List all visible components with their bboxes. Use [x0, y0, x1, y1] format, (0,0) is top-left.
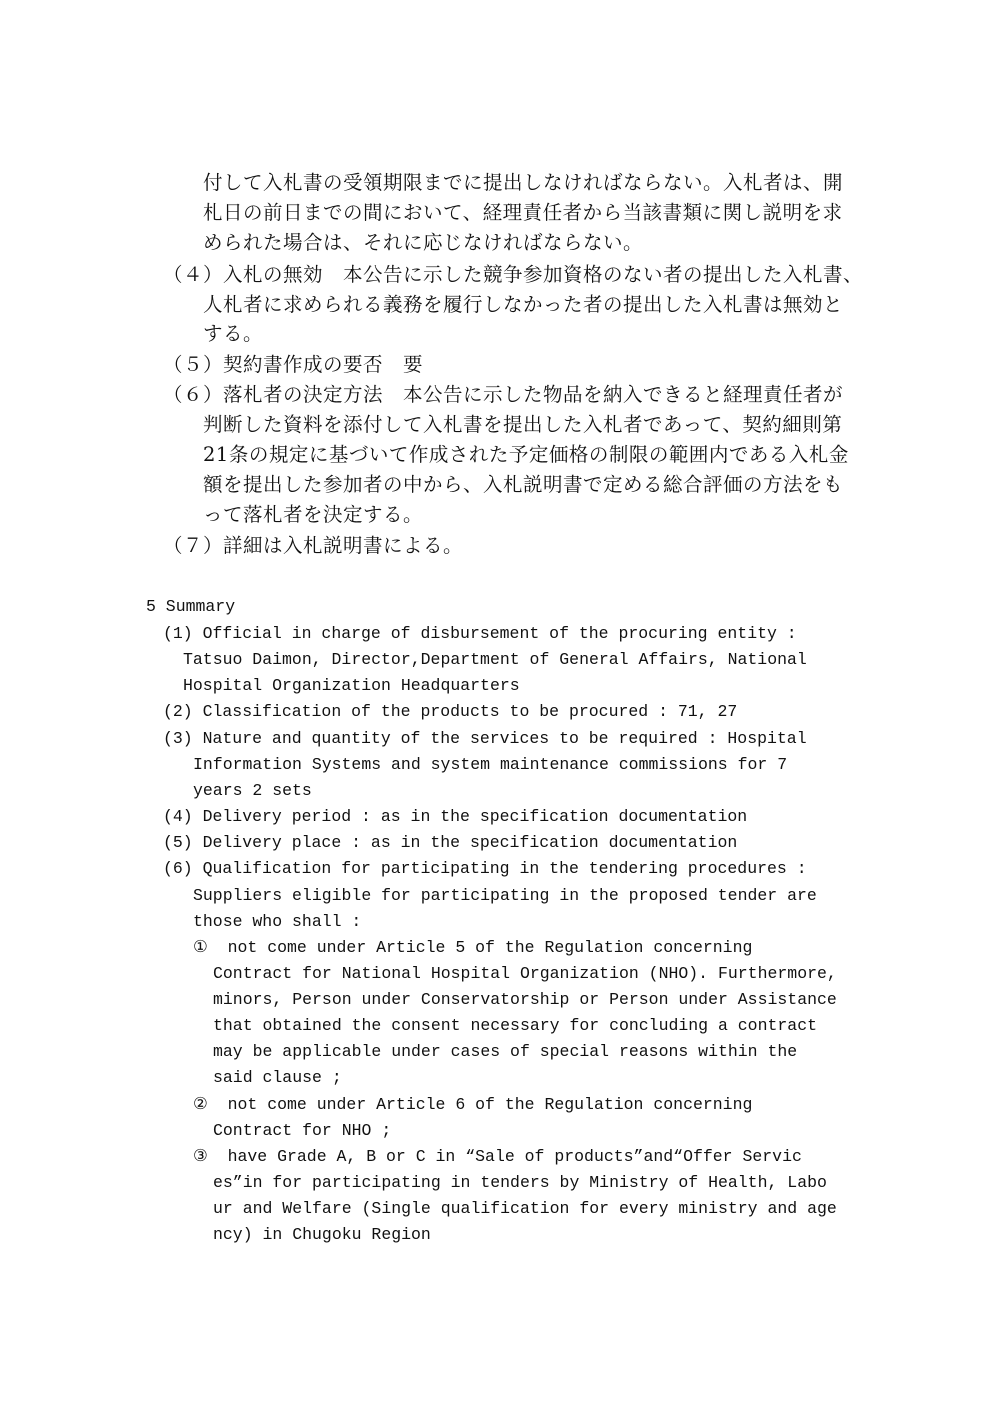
summary-item2-line: (2) Classification of the products to be procured : 71, 27	[163, 702, 738, 721]
qualification-1-line: that obtained the consent necessary for concluding a contract	[213, 1016, 817, 1035]
qualification-1-line: may be applicable under cases of special reasons within the	[213, 1042, 798, 1061]
summary-item1-line: Hospital Organization Headquarters	[183, 676, 520, 695]
qualification-2-line: ② not come under Article 6 of the Regulation concerning	[193, 1095, 753, 1114]
item5-line: （５）契約書作成の要否 要	[163, 353, 424, 376]
item6-line: 判断した資料を添付して入札書を提出した入札者であって、契約細則第	[203, 413, 843, 436]
summary-item1-line: Tatsuo Daimon, Director,Department of General Affairs, National	[183, 650, 807, 669]
summary-item5-line: (5) Delivery place : as in the specification documentation	[163, 833, 738, 852]
item6-line: 額を提出した参加者の中から、入札説明書で定める総合評価の方法をも	[203, 473, 844, 496]
qualification-3-line: ncy) in Chugoku Region	[213, 1225, 431, 1244]
item4-line: （４）入札の無効 本公告に示した競争参加資格のない者の提出した入札書、	[163, 263, 864, 286]
item6-line: 21条の規定に基づいて作成された予定価格の制限の範囲内である入札金	[203, 443, 849, 466]
summary-heading: 5 Summary	[146, 597, 236, 616]
summary-item3-line: (3) Nature and quantity of the services to be required : Hospital	[163, 729, 807, 748]
qualification-3-line: ur and Welfare (Single qualification for every ministry and age	[213, 1199, 837, 1218]
item4-line: 人札者に求められる義務を履行しなかった者の提出した入札書は無効と	[203, 293, 844, 316]
item3-continuation-line: 付して入札書の受領期限までに提出しなければならない。入札者は、開	[203, 171, 844, 194]
qualification-1-line: said clause ;	[213, 1068, 342, 1087]
summary-item1-line: (1) Official in charge of disbursement of the procuring entity :	[163, 624, 797, 643]
summary-item3-line: years 2 sets	[193, 781, 312, 800]
item6-line: （６）落札者の決定方法 本公告に示した物品を納入できると経理責任者が	[163, 383, 844, 406]
item3-continuation-line: められた場合は、それに応じなければならない。	[203, 231, 644, 254]
summary-item4-line: (4) Delivery period : as in the specification documentation	[163, 807, 748, 826]
item4-line: する。	[203, 322, 264, 345]
item6-line: って落札者を決定する。	[203, 503, 424, 526]
summary-item6-line: Suppliers eligible for participating in the proposed tender are	[193, 886, 817, 905]
qualification-1-line: minors, Person under Conservatorship or Person under Assistance	[213, 990, 837, 1009]
item7-line: （７）詳細は入札説明書による。	[163, 534, 464, 557]
qualification-1-line: ① not come under Article 5 of the Regulation concerning	[193, 938, 753, 957]
summary-item3-line: Information Systems and system maintenance commissions for 7	[193, 755, 788, 774]
summary-item6-line: those who shall :	[193, 912, 362, 931]
qualification-1-line: Contract for National Hospital Organization (NHO). Furthermore,	[213, 964, 837, 983]
summary-item6-line: (6) Qualification for participating in the tendering procedures :	[163, 859, 807, 878]
qualification-3-line: ③ have Grade A, B or C in “Sale of products”and“Offer Servic	[193, 1147, 802, 1166]
qualification-2-line: Contract for NHO ;	[213, 1121, 392, 1140]
item3-continuation-line: 札日の前日までの間において、経理責任者から当該書類に関し説明を求	[203, 201, 843, 224]
qualification-3-line: es”in for participating in tenders by Ministry of Health, Labo	[213, 1173, 827, 1192]
